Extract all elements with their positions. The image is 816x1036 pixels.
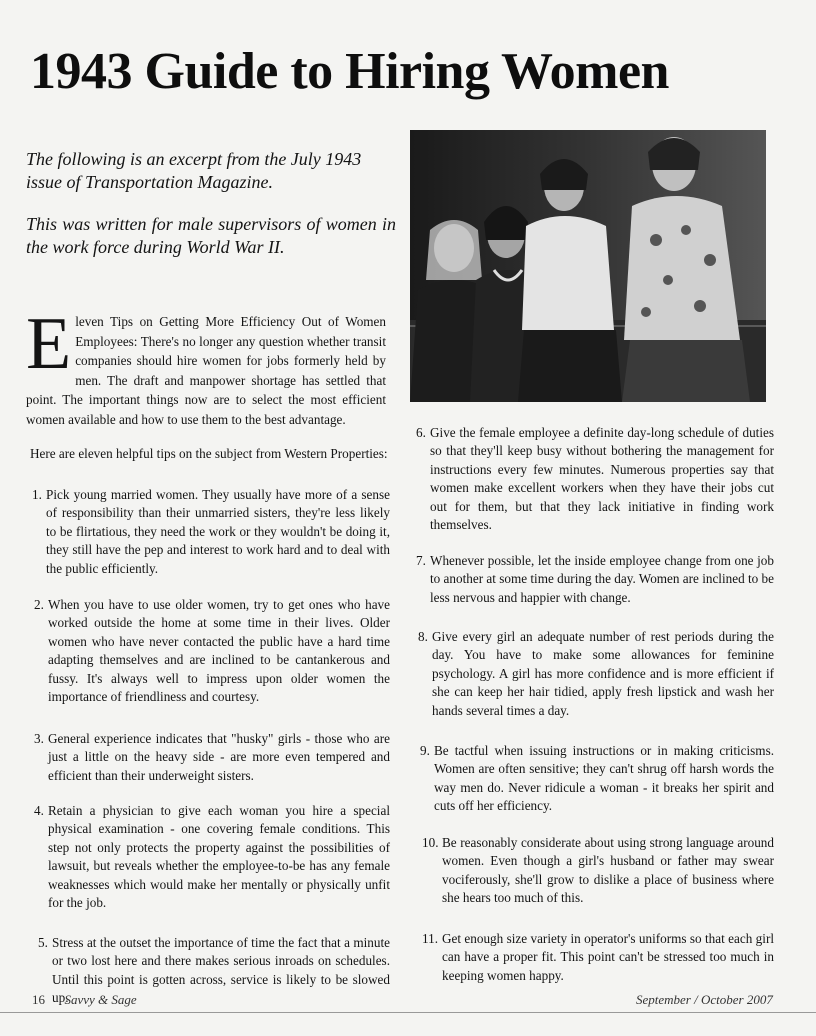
tip-number: 10.	[422, 835, 439, 850]
tip-text: Pick young married women. They usually have more of a sense of responsibility than their unmarried sisters, they're less likely to be flirtatious, they need the work or they wouldn't be doing it, they still have the pep and interest to work hard and to deal with the public efficiently.	[46, 487, 390, 576]
tip-text: When you have to use older women, try to get ones who have worked outside the home at some time in their lives. Older women who have never contacted the public have a hard time adapting themselves and are inclined to be cantankerous and fussy. It's always well to impress upon older women the importance of friendliness and courtesy.	[48, 597, 390, 705]
tip-10	[422, 834, 774, 908]
tip-number: 3.	[34, 731, 44, 746]
lead-paragraph	[26, 303, 386, 430]
tip-text: Whenever possible, let the inside employee change from one job to another at some time during the day. Women are inclined to be less nervous and happier with change.	[430, 553, 774, 605]
tip-number: 11.	[422, 931, 438, 946]
footer-divider	[0, 1012, 816, 1013]
lead-text: leven Tips on Getting More Efficiency Out of Women Employees: There's no longer any question whether transit companies should hire women for jobs formerly held by men. The draft and manpower shortage has settled that point. The important things now are to select the most efficient women available and how to use them to the best advantage.	[26, 314, 386, 427]
tip-text: Give the female employee a definite day-long schedule of duties so that they'll keep busy without bothering the management for instructions every few minutes. Numerous properties say that women make excellent workers when they have their jobs cut out for them, but that they lack initiative in finding work themselves.	[430, 425, 774, 533]
tip-number: 7.	[416, 553, 426, 568]
tip-text: Retain a physician to give each woman you hire a special physical examination - one covering female conditions. This step not only protects the property against the possibilities of lawsuit, but reveals whether the employee-to-be has any female weaknesses which would make her mentally or physically unfit for the job.	[48, 803, 390, 911]
tip-number: 8.	[418, 629, 428, 644]
tip-1	[32, 486, 390, 578]
tip-9	[420, 742, 774, 816]
tip-text: Give every girl an adequate number of rest periods during the day. You have to make some allowances for feminine psychology. A girl has more confidence and is more efficient if she can keep her hair tidied, apply fresh lipstick and wash her hands several times a day.	[432, 629, 774, 718]
tip-number: 2.	[34, 597, 44, 612]
page-number: 16	[32, 992, 45, 1007]
drop-cap: E	[26, 303, 72, 385]
tip-text: Stress at the outset the importance of time the fact that a minute or two lost here and there makes serious inroads on schedules. Until this point is gotten across, service is likely to be slowed up.	[52, 935, 390, 1006]
intro-paragraph-2: This was written for male supervisors of women in the work force during World War II.	[26, 214, 396, 257]
tip-number: 6.	[416, 425, 426, 440]
tip-number: 9.	[420, 743, 430, 758]
tip-6	[416, 424, 774, 534]
tip-text: General experience indicates that "husky" girls - those who are just a little on the heavy side - are more even tempered and efficient than their underweight sisters.	[48, 731, 390, 783]
tip-number: 4.	[34, 803, 44, 818]
tip-8	[418, 628, 774, 720]
photo-women-group-image	[410, 130, 766, 402]
publication-name: Savvy & Sage	[64, 992, 137, 1007]
footer-page-info	[32, 992, 137, 1008]
page-title: 1943 Guide to Hiring Women	[30, 43, 669, 100]
tip-text: Be reasonably considerate about using strong language around women. Even though a girl's husband or father may swear vociferously, she'll grow to dislike a place of business where she hears too much of this.	[442, 835, 774, 906]
tip-text: Be tactful when issuing instructions or in making criticisms. Women are often sensitive; they can't shrug off harsh words the way men do. Never ridicule a woman - it breaks her spirit and cuts off her efficiency.	[434, 743, 774, 814]
tip-2	[34, 596, 390, 706]
tip-7	[416, 552, 774, 607]
tip-number: 5.	[38, 935, 48, 950]
tip-number: 1.	[32, 487, 42, 502]
tips-subhead: Here are eleven helpful tips on the subject from Western Properties:	[30, 446, 388, 461]
footer-issue-date: September / October 2007	[636, 992, 773, 1007]
tip-11	[422, 930, 774, 985]
historical-photo	[410, 130, 766, 402]
intro-paragraph-1: The following is an excerpt from the July 1943 issue of Transportation Magazine.	[26, 149, 362, 192]
tip-4	[34, 802, 390, 912]
tip-text: Get enough size variety in operator's uniforms so that each girl can have a proper fit. This point can't be stressed too much in keeping women happy.	[442, 931, 774, 983]
tip-3	[34, 730, 390, 785]
